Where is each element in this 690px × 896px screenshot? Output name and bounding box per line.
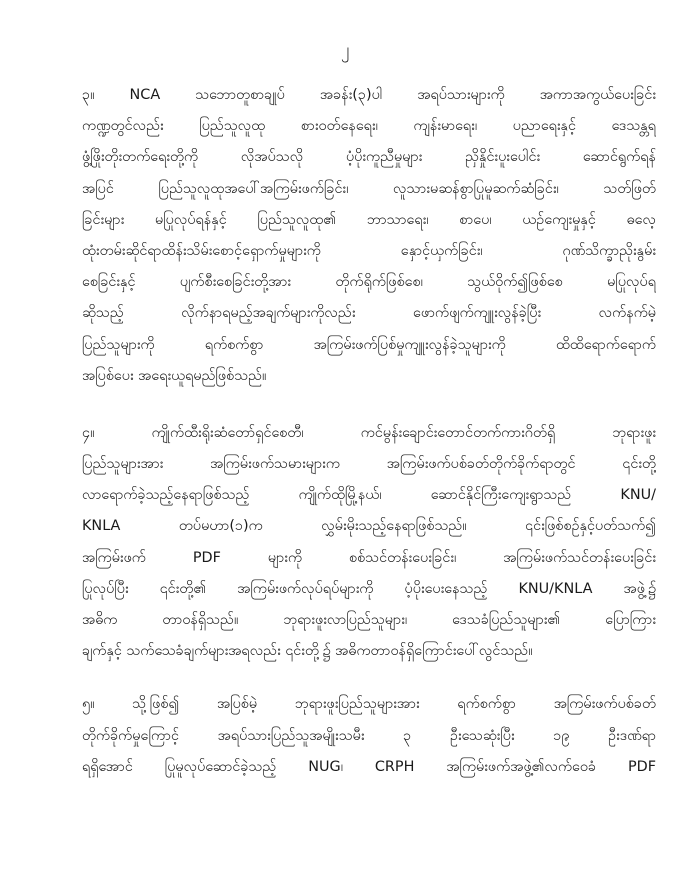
- text-line: အကြမ်းဖက် PDF များကို စစ်သင်တန်းပေးခြင်း၊ အကြမ်းဖက်သင်တန်းပေးခြင်း: [82, 549, 656, 566]
- paragraph-5: [82, 689, 656, 783]
- text-line: ချက်နှင့် သက်သေခံချက်များအရလည်း ၎င်းတို့၌ အဓိကတာဝန်ရှိကြောင်းပေါ်လွင်သည်။: [82, 643, 533, 660]
- text-line: ၄။ ကျိုက်ထီးရိုးဆံတော်ရှင်စေတီ၊ ကင်မွန်းချောင်းတောင်တက်ကားဂိတ်ရှိ ဘုရားဖူး: [82, 424, 656, 441]
- document-body: [82, 80, 656, 801]
- paragraph-3: [82, 80, 656, 392]
- text-line: အဓိက တာဝန်ရှိသည်။ ဘုရားဖူးလာပြည်သူများ၊ ဒေသခံပြည်သူများ၏ ပြောကြား: [82, 612, 656, 628]
- text-line: ဖွံ့ဖြိုးတိုးတက်ရေးတို့ကို လိုအပ်သလို ပံ့ပိုးကူညီမှုများ ညှိနှိုင်းပူးပေါင်း ဆောင်ရွက်ရန်: [82, 149, 656, 166]
- text-line: ပြုလုပ်ပြီး ၎င်းတို့၏ အကြမ်းဖက်လုပ်ရပ်များကို ပံ့ပိုးပေးနေသည့် KNU/KNLA အဖွဲ့၌: [82, 580, 656, 597]
- text-line: အပြင် ပြည်သူလူထုအပေါ်အကြမ်းဖက်ခြင်း၊ လူသားမဆန်စွာပြုမူဆက်ဆံခြင်း၊ သတ်ဖြတ်: [82, 180, 656, 197]
- text-line: ကဏ္ဍတွင်လည်း ပြည်သူလူထု စားဝတ်နေရေး၊ ကျန်းမာရေး၊ ပညာရေးနှင့် ဒေသန္တရ: [82, 118, 656, 135]
- text-line: ၅။ သို့ဖြစ်၍ အပြစ်မဲ့ ဘုရားဖူးပြည်သူများအား ရက်စက်စွာ အကြမ်းဖက်ပစ်ခတ်: [82, 696, 656, 713]
- text-line: ထုံးတမ်းဆိုင်ရာထိန်းသိမ်းစောင့်ရှောက်မှုများကို နှောင့်ယှက်ခြင်း၊ ဂုဏ်သိက္ခာညိုးနွမ်း: [82, 242, 656, 259]
- text-line: လာရောက်ခဲ့သည့်နေရာဖြစ်သည့် ကျိုက်ထိုမြို့နယ်၊ ဆောင်နိုင်ကြီးကျေးရွာသည် KNU/: [82, 487, 656, 504]
- text-line: အပြစ်ပေး အရေးယူရမည်ဖြစ်သည်။: [82, 367, 267, 384]
- text-line: ပြည်သူများအား အကြမ်းဖက်သမားများက အကြမ်းဖက်ပစ်ခတ်တိုက်ခိုက်ရာတွင် ၎င်းတို့: [82, 456, 656, 473]
- text-line: KNLA တပ်မဟာ(၁)က လွှမ်းမိုးသည့်နေရာဖြစ်သည်။ ၎င်းဖြစ်စဉ်နှင့်ပတ်သက်၍: [82, 518, 656, 535]
- text-line: တိုက်ခိုက်မှုကြောင့် အရပ်သားပြည်သူအမျိုးသမီး ၃ ဦးသေဆုံးပြီး ၁၉ ဦးဒဏ်ရာ: [82, 727, 656, 744]
- text-line: ခြင်းများ မပြုလုပ်ရန်နှင့် ပြည်သူလူထု၏ ဘာသာရေး၊ စာပေ၊ ယဉ်ကျေးမှုနှင့် ဓလေ့: [82, 211, 656, 228]
- text-line: ရရှိအောင် ပြုမူလုပ်ဆောင်ခဲ့သည့် NUG၊ CRPH အကြမ်းဖက်အဖွဲ့၏လက်ဝေခံ PDF: [82, 758, 656, 775]
- text-line: ဆိုသည့် လိုက်နာရမည့်အချက်များကိုလည်း ဖောက်ဖျက်ကျူးလွန်ခဲ့ပြီး လက်နက်မဲ့: [82, 305, 656, 322]
- text-line: စေခြင်းနှင့် ပျက်စီးစေခြင်းတို့အား တိုက်ရိုက်ဖြစ်စေ၊ သွယ်ဝိုက်၍ဖြစ်စေ မပြုလုပ်ရ: [82, 274, 656, 291]
- text-line: ပြည်သူများကို ရက်စက်စွာ အကြမ်းဖက်ပြစ်မှုကျူးလွန်ခဲ့သူများကို ထိထိရောက်ရောက်: [82, 336, 656, 353]
- paragraph-4: [82, 418, 656, 668]
- page-number: ၂: [340, 40, 350, 60]
- text-line: ၃။ NCA သဘောတူစာချုပ် အခန်း(၃)ပါ အရပ်သားများကို အကာအကွယ်ပေးခြင်း: [82, 87, 656, 103]
